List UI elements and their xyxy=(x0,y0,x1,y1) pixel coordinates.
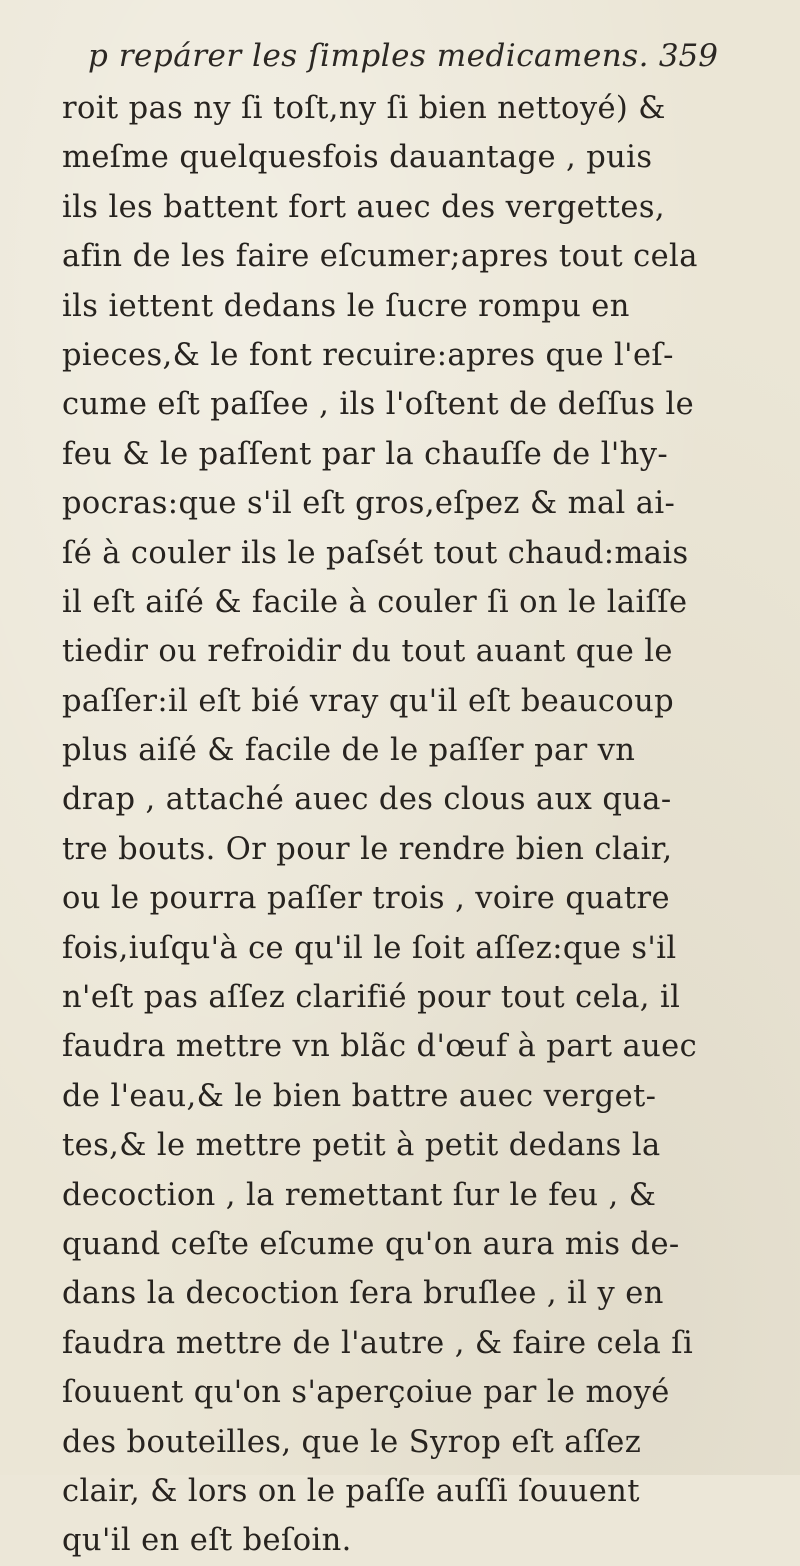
text-line: roit pas ny ſi toſt,ny ſi bien nettoyé) & xyxy=(62,91,666,126)
text-line: il eſt aiſé & facile à couler ſi on le laiſſe xyxy=(62,584,688,620)
text-line: faudra mettre vn blãc d'œuf à part auec xyxy=(62,1029,698,1065)
text-line: n'eſt pas aſſez clarifié pour tout cela, il xyxy=(62,980,681,1016)
text-line: meſme quelquesfois dauantage , puis xyxy=(62,140,653,176)
text-line: drap , attaché auec des clous aux qua- xyxy=(62,782,672,818)
text-line: ſouuent qu'on s'aperçoiue par le moyé xyxy=(62,1375,670,1411)
text-line: des bouteilles, que le Syrop eſt aſſez xyxy=(62,1424,642,1460)
text-line: plus aiſé & facile de le paſſer par vn xyxy=(62,733,636,769)
body-text xyxy=(62,84,742,1566)
text-line: ſé à couler ils le paſsét tout chaud:mais xyxy=(62,535,689,571)
text-line: tes,& le mettre petit à petit dedans la xyxy=(62,1128,661,1164)
text-line: fois,iuſqu'à ce qu'il le ſoit aſſez:que s'il xyxy=(62,930,677,966)
text-line: qu'il en eſt beſoin. xyxy=(62,1523,352,1559)
text-line: ils les battent fort auec des vergettes, xyxy=(62,189,665,225)
text-line: feu & le paſſent par la chauſſe de l'hy- xyxy=(62,436,669,472)
text-line: pieces,& le font recuire:apres que l'eſ- xyxy=(62,337,674,373)
text-line: afin de les faire eſcumer;apres tout cela xyxy=(62,239,698,275)
text-line: de l'eau,& le bien battre auec verget- xyxy=(62,1078,657,1114)
text-line: ou le pourra paſſer trois , voire quatre xyxy=(62,881,670,917)
text-line: ils iettent dedans le ſucre rompu en xyxy=(62,288,630,324)
text-line: quand ceſte eſcume qu'on aura mis de- xyxy=(62,1226,680,1262)
text-line: tiedir ou refroidir du tout auant que le xyxy=(62,634,673,670)
text-line: dans la decoction ſera bruſlee , il y en xyxy=(62,1276,664,1312)
text-line: cume eſt paſſee , ils l'oſtent de deſſus le xyxy=(62,387,695,423)
text-line: tre bouts. Or pour le rendre bien clair, xyxy=(62,831,673,867)
text-line: clair, & lors on le paſſe auſſi ſouuent xyxy=(62,1473,640,1509)
text-line: paſſer:il eſt bié vray qu'il eſt beaucoup xyxy=(62,683,675,719)
running-head xyxy=(88,38,728,88)
text-line: decoction , la remettant ſur le feu , & xyxy=(62,1177,657,1213)
text-line: pocras:que s'il eſt gros,eſpez & mal ai- xyxy=(62,486,676,522)
running-title: p repárer les ſimples medicamens. xyxy=(88,38,650,74)
text-line: faudra mettre de l'autre , & faire cela ſi xyxy=(62,1325,694,1361)
page-number: 359 xyxy=(658,38,718,74)
